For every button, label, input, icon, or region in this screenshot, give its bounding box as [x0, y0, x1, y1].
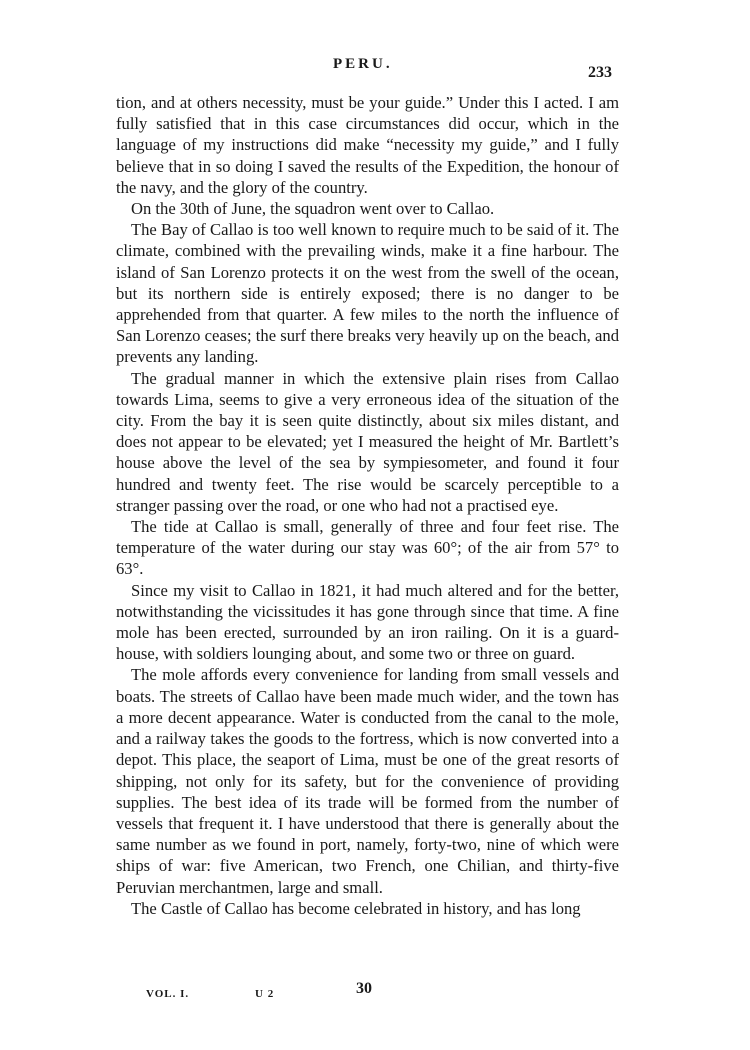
page-number: 233 [588, 64, 612, 81]
paragraph: The mole affords every convenience for landing from small vessels and boats. The streets of Callao have been made much wider, and the town has a more decent appearance. Water is conducted from the canal to the mole, and a railway takes the goods to the fortress, which is now converted into a depot. This place, the seaport of Lima, must be one of the great resorts of shipping, not only for its safety, but for the convenience of providing supplies. The best idea of its trade will be formed from the number of vessels that frequent it. I have understood that there is generally about the same number as we found in port, namely, forty-two, nine of which were ships of war: five American, two French, one Chilian, and thirty-five Peruvian merchantmen, large and small. [116, 665, 619, 897]
paragraph-continued: tion, and at others necessity, must be your guide.” Under this I acted. I am fully satisfied that in this case circumstances did occur, which in the language of my instructions did make “necessity my guide,” and I fully believe that in so doing I saved the results of the Expedition, the honour of the navy, and the glory of the country. [116, 93, 619, 197]
paragraph: The tide at Callao is small, generally of three and four feet rise. The temperature of the water during our stay was 60°; of the air from 57° to 63°. [116, 517, 619, 579]
running-title: PERU. [333, 56, 393, 72]
body-text [116, 92, 619, 919]
paragraph: The Castle of Callao has become celebrated in history, and has long [131, 898, 581, 918]
paragraph: The gradual manner in which the extensive plain rises from Callao towards Lima, seems to give a very erroneous idea of the situation of the city. From the bay it is seen quite distinctly, about six miles distant, and does not appear to be elevated; yet I measured the height of Mr. Bartlett’s house above the level of the sea by sympiesometer, and found it four hundred and twenty feet. The rise would be scarcely perceptible to a stranger passing over the road, or one who had not a practised eye. [116, 368, 619, 515]
page-footer [0, 980, 750, 1004]
volume-label: VOL. I. [146, 988, 190, 1000]
sheet-number: 30 [356, 980, 372, 997]
paragraph: On the 30th of June, the squadron went over to Callao. [131, 199, 495, 219]
signature-mark: U 2 [255, 988, 275, 1000]
paragraph: The Bay of Callao is too well known to require much to be said of it. The climate, combined with the prevailing winds, make it a fine harbour. The island of San Lorenzo protects it on the west from the swell of the ocean, but its northern side is entirely exposed; there is no danger to be apprehended from that quarter. A few miles to the north the influence of San Lorenzo ceases; the surf there breaks very heavily up on the beach, and prevents any landing. [116, 220, 619, 367]
running-head [0, 56, 750, 80]
paragraph: Since my visit to Callao in 1821, it had much altered and for the better, notwithstanding the vicissitudes it has gone through since that time. A fine mole has been erected, surrounded by an iron railing. On it is a guard-house, with soldiers lounging about, and some two or three on guard. [116, 580, 619, 664]
